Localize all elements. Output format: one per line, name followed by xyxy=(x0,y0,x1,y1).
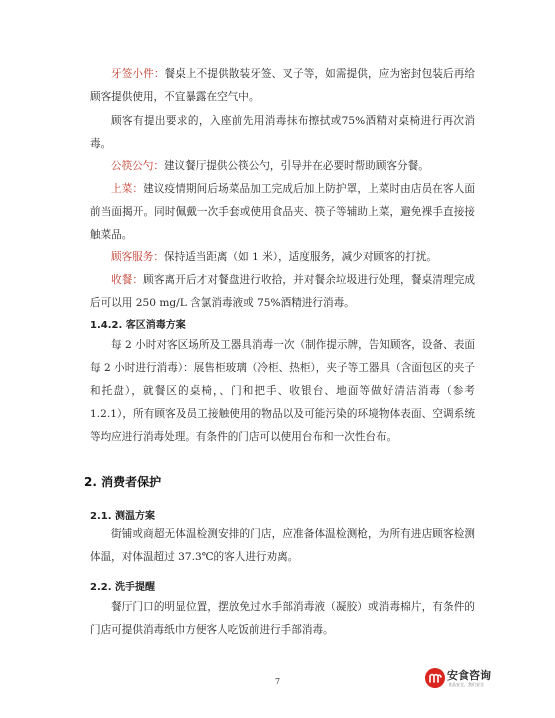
serving-text: 建议疫情期间后场菜品加工完成后加上防护罩，上菜时由店员在客人面前当面揭开。同时佩戴一次手套或使用食品夹、筷子等辅助上菜，避免裸手直接接触菜品。 xyxy=(90,183,476,241)
logo-name: 安食咨询 xyxy=(447,669,491,682)
collect-text: 顾客离开后才对餐盘进行收拾，并对餐余垃圾进行处理，餐桌清理完成后可以用 250 mg/L 含氯消毒液或 75%酒精进行消毒。 xyxy=(90,274,476,309)
heading-1-4-2: 1.4.2. 客区消毒方案 xyxy=(90,320,186,331)
section-2-1-paragraph xyxy=(90,523,475,569)
heading-2: 2. 消费者保护 xyxy=(84,475,162,489)
chopsticks-paragraph xyxy=(90,155,475,178)
service-label: 顾客服务： xyxy=(111,251,164,263)
logo-mark-icon xyxy=(424,667,446,689)
section-2-2-paragraph xyxy=(90,596,475,642)
section-1-4-2-text: 每 2 小时对客区场所及工器具消毒一次（制作提示牌，告知顾客，设备、表面每 2 小时进行消毒）：展售柜玻璃（冷柜、热柜），夹子等工器具（含面包区的夹子和托盘），就餐区的桌椅，、门和把手、收银台、地面等做好清洁消毒（参考 1.2.1），所有顾客及员工接触使用的物品以及可能污染的环境物体表面、空调系统等均应进行消毒处理。有条件的门店可以使用台布和一次性台布。 xyxy=(90,339,475,443)
logo-slogan: 食品安全，我们安全 xyxy=(448,682,484,687)
section-2-1-text: 街铺或商超无体温检测安排的门店，应准备体温检测枪，为所有进店顾客检测体温，对体温超过 37.3℃的客人进行劝离。 xyxy=(90,528,475,563)
page-number: 7 xyxy=(274,677,281,686)
heading-2-1: 2.1. 测温方案 xyxy=(90,511,155,522)
heading-2-2: 2.2. 洗手提醒 xyxy=(90,582,155,593)
collect-label: 收餐： xyxy=(111,274,144,286)
request-paragraph xyxy=(90,110,475,156)
section-2-2-text: 餐厅门口的明显位置，摆放免过水手部消毒液（凝胶）或消毒棉片，有条件的门店可提供消毒纸巾方便客人吃饭前进行手部消毒。 xyxy=(90,601,475,636)
section-1-4-2-paragraph xyxy=(90,334,475,449)
service-text: 保持适当距离（如 1 米），适度服务，减少对顾客的打扰。 xyxy=(163,251,437,263)
toothpick-paragraph xyxy=(90,63,475,109)
request-text: 顾客有提出要求的，入座前先用消毒抹布擦拭或75%酒精对桌椅进行再次消毒。 xyxy=(90,115,475,150)
serving-paragraph xyxy=(90,178,475,247)
company-logo xyxy=(424,665,524,693)
collect-paragraph xyxy=(90,269,475,315)
toothpick-label: 牙签小件： xyxy=(111,68,165,80)
chopsticks-text: 建议餐厅提供公筷公勺，引导并在必要时帮助顾客分餐。 xyxy=(163,160,429,172)
serving-label: 上菜： xyxy=(111,183,144,195)
service-paragraph xyxy=(90,246,475,269)
toothpick-text: 餐桌上不提供散装牙签、叉子等，如需提供，应为密封包装后再给顾客提供使用，不宜暴露在空气中。 xyxy=(90,68,475,103)
chopsticks-label: 公筷公勺： xyxy=(111,160,164,172)
